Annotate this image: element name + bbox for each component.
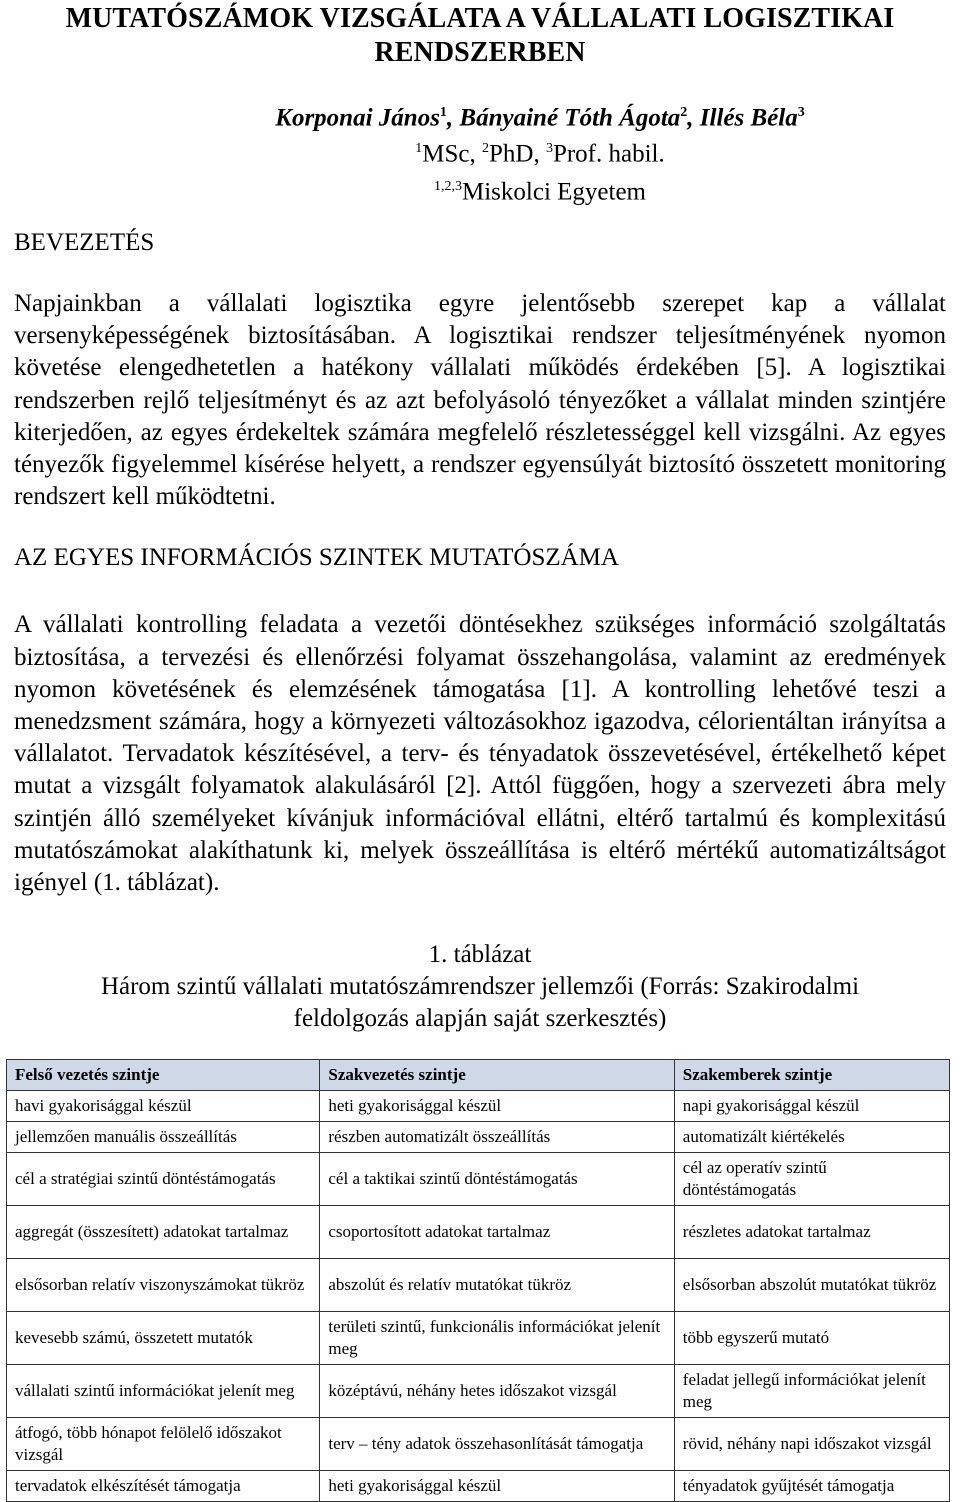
institution-line xyxy=(14,171,946,208)
indicator-table xyxy=(6,1059,950,1502)
table-cell: cél az operatív szintű döntéstámogatás xyxy=(674,1153,949,1206)
table-cell: részben automatizált összeállítás xyxy=(320,1122,674,1153)
table-cell: vállalati szintű információkat jelenít meg xyxy=(7,1365,320,1418)
author-2: Bányainé Tóth Ágota xyxy=(459,104,681,132)
levels-paragraph: A vállalati kontrolling feladata a vezetői döntésekhez szükséges információ szolgáltatás biztosítása, a tervezési és ellenőrzési folyamat összehangolása, valamint az eredmények nyomon követésének és elemzésének támogatása [1]. A kontrolling lehetővé teszi a menedzsment számára, hogy a környezeti változásokhoz igazodva, célorientáltan irányítsa a vállalatot. Tervadatok készítésével, a terv- és tényadatok összevetésével, értékelhető képet mutat a vizsgált folyamatok alakulásáról [2]. Attól függően, hogy a szervezeti ábra mely szintjén álló személyeket kívánjuk információval ellátni, eltérő tartalmú és komplexitású mutatószámokat alakíthatunk ki, melyek összeállítása is eltérő mértékű automatizáltságot igényel (1. táblázat). xyxy=(14,611,946,897)
table-row xyxy=(7,1122,950,1153)
table-cell: feladat jellegű információkat jelenít meg xyxy=(674,1365,949,1418)
author-3-sup: 3 xyxy=(797,105,805,120)
table-cell: átfogó, több hónapot felölelő időszakot vizsgál xyxy=(7,1418,320,1471)
table-label: 1. táblázat xyxy=(428,941,532,969)
author-1-sup: 1 xyxy=(439,105,447,120)
degree-line xyxy=(14,133,946,170)
table-cell: havi gyakorisággal készül xyxy=(7,1091,320,1122)
degree-3-sup: 3 xyxy=(545,141,553,157)
table-cell: abszolút és relatív mutatókat tükröz xyxy=(320,1259,674,1312)
table-caption-line-1: Három szintű vállalati mutatószámrendszer jellemzői (Forrás: Szakirodalmi xyxy=(100,973,860,1001)
paper-title: MUTATÓSZÁMOK VIZSGÁLATA A VÁLLALATI LOGISZTIKAI RENDSZERBEN xyxy=(65,3,895,68)
table-cell: heti gyakorisággal készül xyxy=(320,1471,674,1502)
table-cell: napi gyakorisággal készül xyxy=(674,1091,949,1122)
author-3: Illés Béla xyxy=(699,104,798,132)
paper-page xyxy=(14,0,946,1502)
table-cell: terv – tény adatok összehasonlítását támogatja xyxy=(320,1418,674,1471)
table-cell: heti gyakorisággal készül xyxy=(320,1091,674,1122)
author-1: Korponai János xyxy=(275,104,440,132)
intro-heading: BEVEZETÉS xyxy=(14,228,155,256)
degree-2: PhD, xyxy=(488,140,546,168)
table-row xyxy=(7,1091,950,1122)
table-cell: elsősorban relatív viszonyszámokat tükröz xyxy=(7,1259,320,1312)
author-line xyxy=(14,98,946,133)
table-row xyxy=(7,1418,950,1471)
institution-sup: 1,2,3 xyxy=(434,178,462,194)
degree-2-sup: 2 xyxy=(481,141,489,157)
intro-paragraph: Napjainkban a vállalati logisztika egyre jelentősebb szerepet kap a vállalat versenyképességének biztosításában. A logisztikai rendszer teljesítményének nyomon követése elengedhetetlen a hatékony vállalati működés érdekében [5]. A logisztikai rendszerben rejlő teljesítményt és az azt befolyásoló tényezőket a vállalat minden szintjére kiterjedően, az egyes érdekeltek számára megfelelő részletességgel kell vizsgálni. Az egyes tényezők figyelemmel kísérése helyett, a rendszer egyensúlyát biztosító összetett monitoring rendszert kell működtetni. xyxy=(14,289,946,511)
table-header-cell: Felső vezetés szintje xyxy=(7,1060,320,1091)
table-caption-line-2: feldolgozás alapján saját szerkesztés) xyxy=(293,1005,667,1033)
table-caption xyxy=(14,939,946,1035)
table-cell: cél a stratégiai szintű döntéstámogatás xyxy=(7,1153,320,1206)
table-cell: cél a taktikai szintű döntéstámogatás xyxy=(320,1153,674,1206)
table-cell: rövid, néhány napi időszakot vizsgál xyxy=(674,1418,949,1471)
degree-1: MSc, xyxy=(422,140,482,168)
table-cell: területi szintű, funkcionális információkat jelenít meg xyxy=(320,1312,674,1365)
author-2-sup: 2 xyxy=(680,105,688,120)
table-row xyxy=(7,1153,950,1206)
table-cell: aggregát (összesített) adatokat tartalmaz xyxy=(7,1206,320,1259)
table-header-cell: Szakemberek szintje xyxy=(674,1060,949,1091)
table-row xyxy=(7,1471,950,1502)
table-cell: több egyszerű mutató xyxy=(674,1312,949,1365)
table-row xyxy=(7,1259,950,1312)
table-cell: kevesebb számú, összetett mutatók xyxy=(7,1312,320,1365)
degree-1-sup: 1 xyxy=(415,141,423,157)
table-cell: elsősorban abszolút mutatókat tükröz xyxy=(674,1259,949,1312)
levels-heading: AZ EGYES INFORMÁCIÓS SZINTEK MUTATÓSZÁMA xyxy=(14,544,619,572)
degree-3: Prof. habil. xyxy=(552,140,665,168)
table-row xyxy=(7,1312,950,1365)
table-header-row xyxy=(7,1060,950,1091)
table-cell: jellemzően manuális összeállítás xyxy=(7,1122,320,1153)
table-cell: csoportosított adatokat tartalmaz xyxy=(320,1206,674,1259)
table-row xyxy=(7,1365,950,1418)
institution-name: Miskolci Egyetem xyxy=(462,177,646,205)
table-row xyxy=(7,1206,950,1259)
table-cell: tervadatok elkészítését támogatja xyxy=(7,1471,320,1502)
author-separator: , xyxy=(687,104,700,132)
table-cell: tényadatok gyűjtését támogatja xyxy=(674,1471,949,1502)
table-cell: részletes adatokat tartalmaz xyxy=(674,1206,949,1259)
table-cell: automatizált kiértékelés xyxy=(674,1122,949,1153)
author-separator: , xyxy=(446,104,460,132)
table-header-cell: Szakvezetés szintje xyxy=(320,1060,674,1091)
table-cell: középtávú, néhány hetes időszakot vizsgál xyxy=(320,1365,674,1418)
